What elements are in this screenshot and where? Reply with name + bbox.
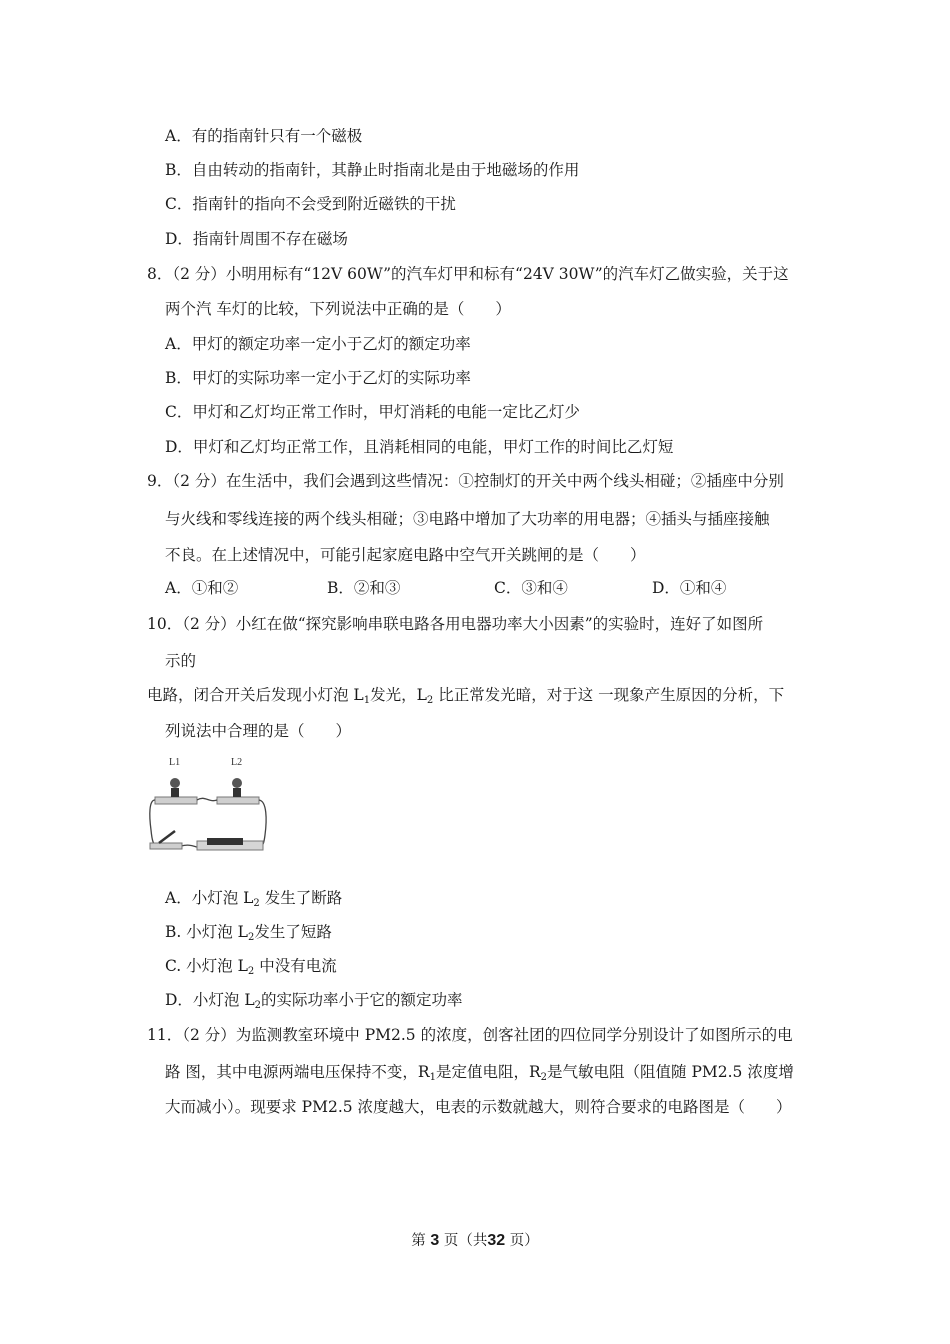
q10-stem-line3: 电路，闭合开关后发现小灯泡 $L_1$发光，$L_2$ 比正常发光暗，对于这 一现象产生原因的分析，下: [147, 686, 785, 706]
bulb-l2: [232, 778, 242, 788]
q8-stem-line2: 两个汽 车灯的比较，下列说法中正确的是（ ）: [165, 300, 511, 318]
q9-options-row: [165, 577, 726, 599]
q7-option-d: D．指南针周围不存在磁场: [165, 230, 348, 248]
battery-cells: [207, 838, 243, 845]
q10-option-d: D．小灯泡 $L_2$的实际功率小于它的额定功率: [165, 991, 463, 1011]
q7-option-a: A．有的指南针只有一个磁极: [165, 127, 363, 145]
page-footer: 第 3 页（共32 页）: [411, 1232, 539, 1249]
switch-lever: [159, 831, 175, 843]
bulb-l2-socket: [233, 788, 241, 797]
q11-stem-line1: 11．（2 分）为监测教室环境中 PM2.5 的浓度，创客社团的四位同学分别设计了如图所示的电: [147, 1026, 793, 1044]
q10-option-a: A．小灯泡 $L_2$ 发生了断路: [165, 889, 343, 909]
q8-stem-line1: 8．（2 分）小明用标有“12V 60W”的汽车灯甲和标有“24V 30W”的汽车灯乙做实验，关于这: [147, 265, 789, 283]
q8-option-c: C．甲灯和乙灯均正常工作时，甲灯消耗的电能一定比乙灯少: [165, 403, 580, 421]
switch-base: [150, 843, 182, 849]
bulb-base-l2: [217, 797, 259, 804]
circuit-figure: [145, 755, 270, 855]
q10-stem-line1: 10．（2 分）小红在做“探究影响串联电路各用电器功率大小因素”的实验时，连好了如图所: [147, 615, 764, 633]
q9-stem-line2: 与火线和零线连接的两个线头相碰；③电路中增加了大功率的用电器；④插头与插座接触: [165, 510, 770, 528]
q9-option-b: B．②和③: [327, 579, 401, 597]
page-total: 32: [487, 1232, 506, 1249]
q8-option-a: A．甲灯的额定功率一定小于乙灯的额定功率: [165, 335, 471, 353]
wire-middle: [197, 798, 217, 800]
q7-option-c: C．指南针的指向不会受到附近磁铁的干扰: [165, 195, 456, 213]
page-number: 3: [430, 1232, 440, 1249]
q7-option-b: B．自由转动的指南针，其静止时指南北是由于地磁场的作用: [165, 161, 580, 179]
q10-option-b: B. 小灯泡 $L_2$发生了短路: [165, 923, 332, 943]
wire-bottom: [181, 845, 197, 847]
bulb-l1: [170, 778, 180, 788]
wire-right: [259, 800, 266, 847]
q11-stem-line3: 大而减小）。现要求 PM2.5 浓度越大，电表的示数就越大，则符合要求的电路图是（ ）: [165, 1098, 792, 1116]
q11-stem-line2: 路 图，其中电源两端电压保持不变，$R_1$是定值电阻，$R_2$是气敏电阻（阻值随 PM2.5 浓度增: [165, 1063, 794, 1083]
label-l1: L1: [169, 757, 181, 768]
bulb-base-l1: [155, 797, 197, 804]
q8-option-d: D．甲灯和乙灯均正常工作，且消耗相同的电能，甲灯工作的时间比乙灯短: [165, 438, 674, 456]
q9-stem-line3: 不良。在上述情况中，可能引起家庭电路中空气开关跳闸的是（ ）: [165, 546, 646, 564]
q10-stem-line4: 列说法中合理的是（ ）: [165, 722, 352, 740]
q9-stem-line1: 9．（2 分）在生活中，我们会遇到这些情况：①控制灯的开关中两个线头相碰；②插座中分别: [147, 472, 784, 490]
q9-option-d: D．①和④: [652, 579, 727, 597]
q10-option-c: C. 小灯泡 $L_2$ 中没有电流: [165, 957, 337, 977]
q10-stem-line2: 示的: [165, 652, 197, 670]
bulb-l1-socket: [171, 788, 179, 797]
wire-left: [150, 800, 157, 846]
label-l2: L2: [231, 757, 243, 768]
q9-option-c: C．③和④: [494, 579, 568, 597]
q9-option-a: A．①和②: [165, 579, 239, 597]
q8-option-b: B．甲灯的实际功率一定小于乙灯的实际功率: [165, 369, 471, 387]
